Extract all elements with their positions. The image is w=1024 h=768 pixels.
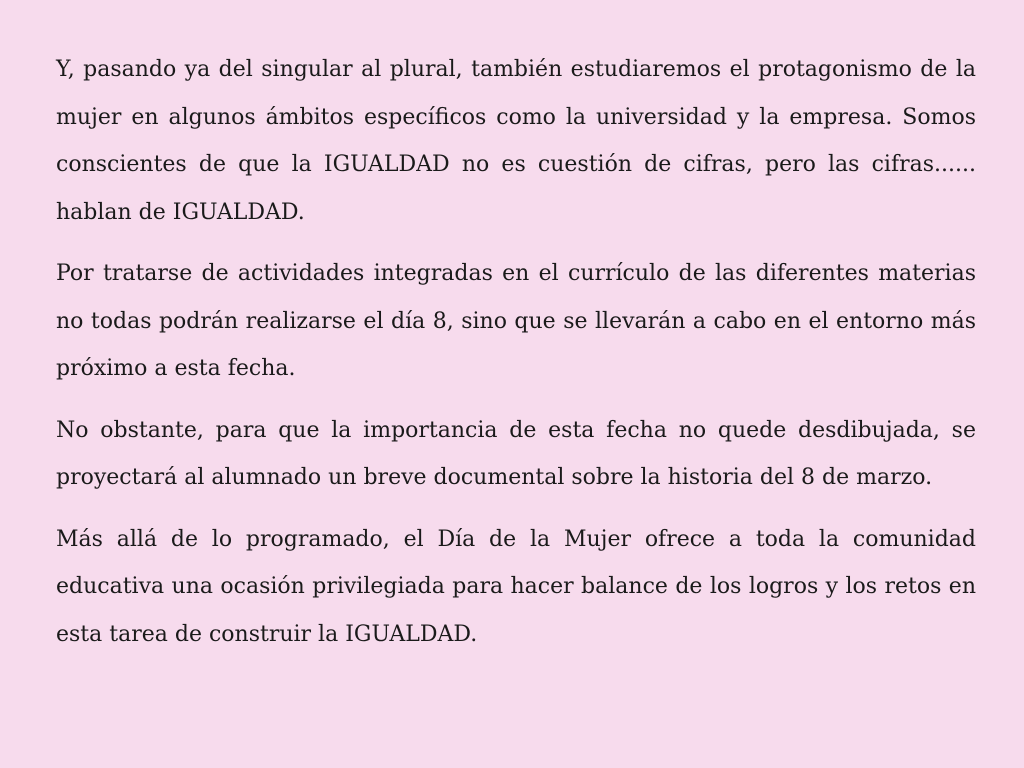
paragraph-curriculum-note: Por tratarse de actividades integradas en el currículo de las diferentes materias no todas podrán realizarse el día 8, sino que se llevarán a cabo en el entorno más próximo a esta fecha. [56,261,976,381]
slide-text-body [56,46,976,672]
paragraph-ranking-note: Y, pasando ya del singular al plural, también estudiaremos el protagonismo de la mujer en algunos ámbitos específicos como la universidad y la empresa. Somos conscientes de que la IGUALDAD no es cuestión de cifras, pero las cifras...... hablan de IGUALDAD. [56,57,976,225]
paragraph-closing-note: Más allá de lo programado, el Día de la Mujer ofrece a toda la comunidad educativa una ocasión privilegiada para hacer balance de los logros y los retos en esta tarea de construir la IGUALDAD. [56,526,976,647]
paragraph-documentary-note: No obstante, para que la importancia de esta fecha no quede desdibujada, se proyectará al alumnado un breve documental sobre la historia del 8 de marzo. [56,417,976,490]
